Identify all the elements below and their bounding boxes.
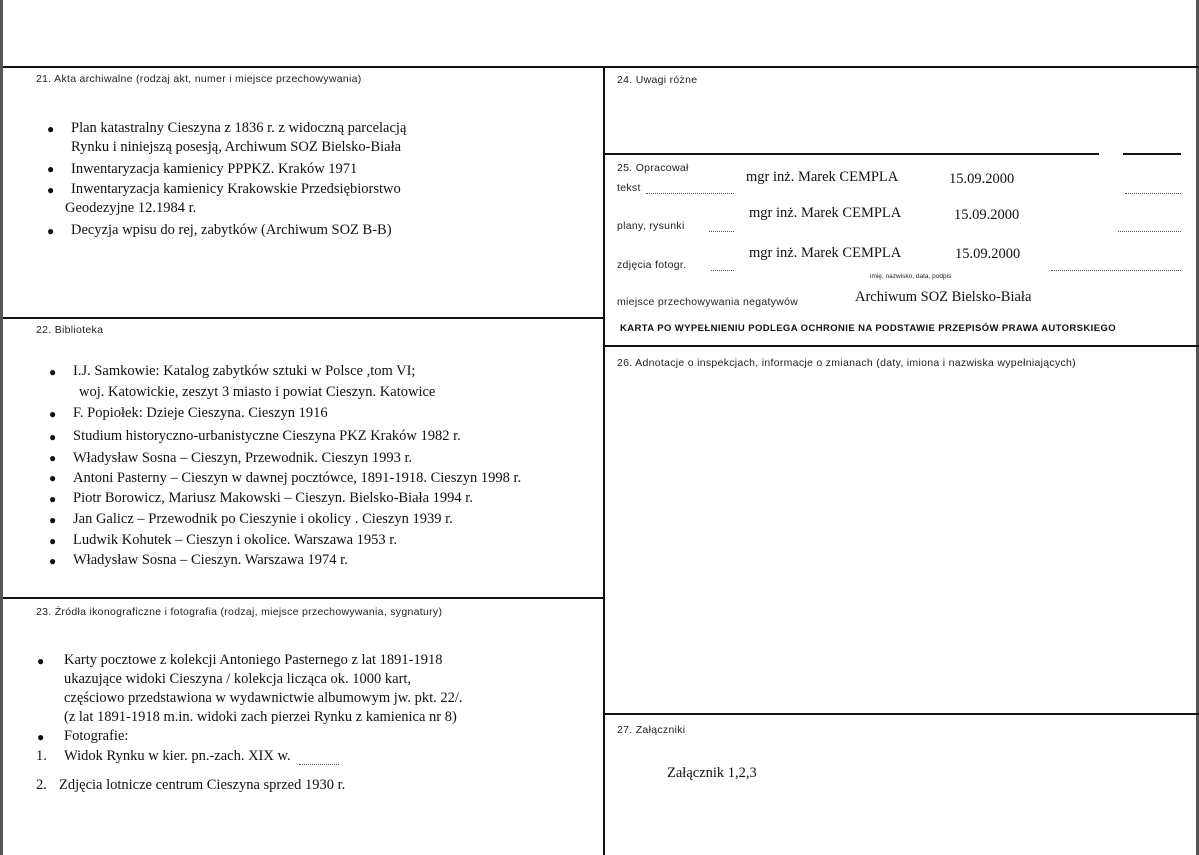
s25-row-1-dots bbox=[646, 193, 734, 194]
section-27-heading: 27. Załączniki bbox=[617, 724, 686, 736]
divider-26-27 bbox=[603, 713, 1199, 715]
s23-line-2: ukazujące widoki Cieszyna / kolekcja licząca ok. 1000 kart, bbox=[64, 671, 412, 687]
s25-row-1-date: 15.09.2000 bbox=[949, 171, 1015, 187]
bullet-icon: ● bbox=[47, 162, 55, 176]
bullet-icon: ● bbox=[49, 492, 57, 506]
s23-number-2: 2. bbox=[36, 777, 47, 793]
s23-line-5: Fotografie: bbox=[64, 728, 129, 744]
section-26-heading: 26. Adnotacje o inspekcjach, informacje o zmianach (daty, imiona i nazwiska wypełniających) bbox=[617, 357, 1076, 369]
bullet-icon: ● bbox=[47, 122, 55, 136]
s23-line-3: częściowo przedstawiona w wydawnictwie albumowym jw. pkt. 22/. bbox=[64, 690, 463, 706]
divider-24-25 bbox=[603, 153, 1099, 155]
s21-line-4: Inwentaryzacja kamienicy Krakowskie Przedsiębiorstwo bbox=[71, 181, 401, 197]
s22-line-10: Władysław Sosna – Cieszyn. Warszawa 1974 r. bbox=[73, 552, 348, 568]
bullet-icon: ● bbox=[37, 730, 45, 744]
s25-row-2-date: 15.09.2000 bbox=[954, 207, 1020, 223]
s25-row-2-sign-dots bbox=[1118, 231, 1181, 232]
section-21-heading: 21. Akta archiwalne (rodzaj akt, numer i miejsce przechowywania) bbox=[36, 73, 362, 85]
section-24-heading: 24. Uwagi różne bbox=[617, 74, 698, 86]
divider-21-22 bbox=[3, 317, 605, 319]
divider-22-23 bbox=[3, 597, 605, 599]
s27-value: Załącznik 1,2,3 bbox=[667, 765, 757, 781]
s25-row-3-person: mgr inż. Marek CEMPLA bbox=[749, 245, 902, 261]
section-22-heading: 22. Biblioteka bbox=[36, 324, 104, 336]
s22-line-7: Piotr Borowicz, Mariusz Makowski – Cieszyn. Bielsko-Biała 1994 r. bbox=[73, 490, 473, 506]
s22-line-3: F. Popiołek: Dzieje Cieszyna. Cieszyn 1916 bbox=[73, 405, 328, 421]
s25-row-3-sign-dots bbox=[1051, 270, 1181, 271]
s21-line-1: Plan katastralny Cieszyna z 1836 r. z widoczną parcelacją bbox=[71, 120, 407, 136]
divider-top-left bbox=[3, 66, 605, 68]
s25-row-2-person: mgr inż. Marek CEMPLA bbox=[749, 205, 902, 221]
bullet-icon: ● bbox=[49, 554, 57, 568]
divider-vertical bbox=[603, 66, 605, 855]
bullet-icon: ● bbox=[37, 654, 45, 668]
bullet-icon: ● bbox=[49, 451, 57, 465]
bullet-icon: ● bbox=[49, 471, 57, 485]
s25-row-2-label: plany, rysunki bbox=[617, 220, 685, 232]
s21-line-6: Decyzja wpisu do rej, zabytków (Archiwum SOZ B-B) bbox=[71, 222, 392, 238]
s23-line-1: Karty pocztowe z kolekcji Antoniego Pasternego z lat 1891-1918 bbox=[64, 652, 443, 668]
s22-line-6: Antoni Pasterny – Cieszyn w dawnej pocztówce, 1891-1918. Cieszyn 1998 r. bbox=[73, 470, 522, 486]
s23-line-6-dots bbox=[299, 764, 339, 765]
s22-line-5: Władysław Sosna – Cieszyn, Przewodnik. Cieszyn 1993 r. bbox=[73, 450, 413, 466]
s25-row-3-date: 15.09.2000 bbox=[955, 246, 1021, 262]
s23-number-1: 1. bbox=[36, 748, 47, 764]
s25-negatives-value: Archiwum SOZ Bielsko-Biała bbox=[855, 289, 1032, 305]
bullet-icon: ● bbox=[49, 534, 57, 548]
bullet-icon: ● bbox=[47, 224, 55, 238]
s22-line-8: Jan Galicz – Przewodnik po Cieszynie i okolicy . Cieszyn 1939 r. bbox=[73, 511, 453, 527]
s25-row-3-label: zdjęcia fotogr. bbox=[617, 259, 687, 271]
s22-line-1: I.J. Samkowie: Katalog zabytków sztuki w Polsce ,tom VI; bbox=[73, 363, 416, 379]
s25-row-1-label: tekst bbox=[617, 182, 641, 194]
bullet-icon: ● bbox=[49, 407, 57, 421]
bullet-icon: ● bbox=[49, 365, 57, 379]
s25-row-1-person: mgr inż. Marek CEMPLA bbox=[746, 169, 899, 185]
divider-top-right bbox=[603, 66, 1199, 68]
section-25-heading: 25. Opracował bbox=[617, 162, 689, 174]
s25-row-1-sign-dots bbox=[1125, 193, 1181, 194]
s22-line-9: Ludwik Kohutek – Cieszyn i okolice. Warszawa 1953 r. bbox=[73, 532, 397, 548]
s21-line-3: Inwentaryzacja kamienicy PPPKZ. Kraków 1971 bbox=[71, 161, 358, 177]
bullet-icon: ● bbox=[49, 430, 57, 444]
bullet-icon: ● bbox=[49, 513, 57, 527]
s22-line-4: Studium historyczno-urbanistyczne Cieszyna PKZ Kraków 1982 r. bbox=[73, 428, 461, 444]
s21-line-5: Geodezyjne 12.1984 r. bbox=[65, 200, 197, 216]
divider-25-26 bbox=[603, 345, 1199, 347]
divider-24-25-end bbox=[1123, 153, 1181, 155]
s25-row-3-dots bbox=[711, 270, 734, 271]
s25-caption: imię, nazwisko, data, podpis bbox=[870, 273, 952, 280]
s22-line-2: woj. Katowickie, zeszyt 3 miasto i powiat Cieszyn. Katowice bbox=[79, 384, 436, 400]
s25-negatives-label: miejsce przechowywania negatywów bbox=[617, 296, 799, 308]
bullet-icon: ● bbox=[47, 183, 55, 197]
section-23-heading: 23. Źródła ikonograficzne i fotografia (rodzaj, miejsce przechowywania, sygnatury) bbox=[36, 606, 443, 618]
s25-copyright-notice: KARTA PO WYPEŁNIENIU PODLEGA OCHRONIE NA PODSTAWIE PRZEPISÓW PRAWA AUTORSKIEGO bbox=[620, 323, 1117, 334]
s23-line-7: Zdjęcia lotnicze centrum Cieszyna sprzed 1930 r. bbox=[59, 777, 346, 793]
s23-line-4: (z lat 1891-1918 m.in. widoki zach pierzei Rynku z kamienica nr 8) bbox=[64, 709, 457, 725]
s21-line-2: Rynku i niniejszą posesją, Archiwum SOZ Bielsko-Biała bbox=[71, 139, 402, 155]
s23-line-6: Widok Rynku w kier. pn.-zach. XIX w. bbox=[64, 748, 291, 764]
s25-row-2-dots bbox=[709, 231, 734, 232]
